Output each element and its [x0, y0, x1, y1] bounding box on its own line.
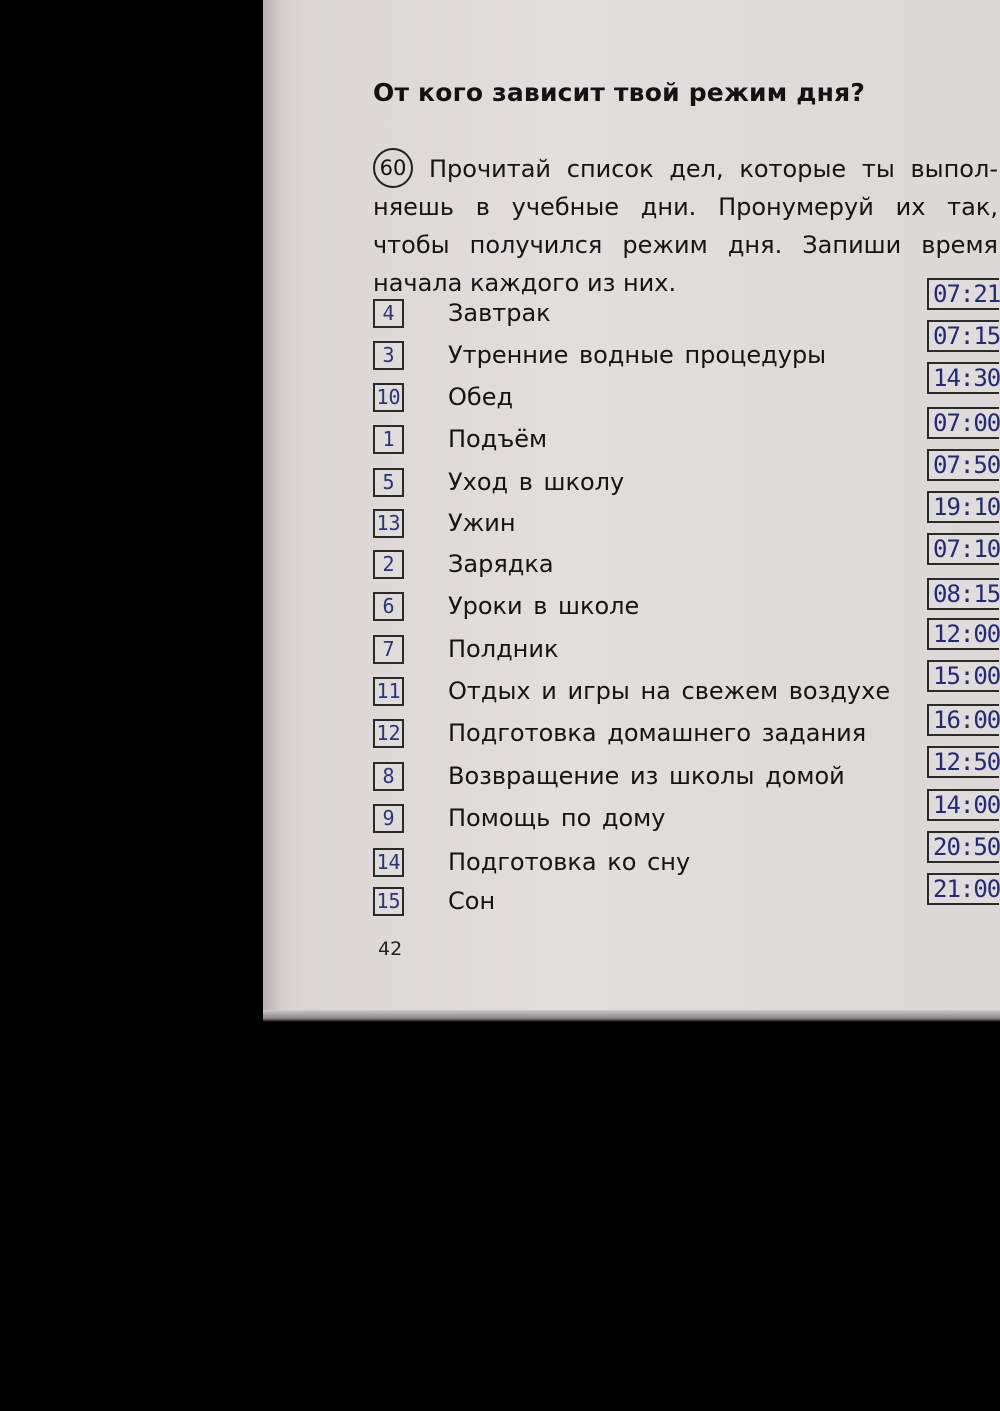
time-box[interactable]: 07:21 [927, 278, 999, 310]
time-box[interactable]: 19:10 [927, 491, 999, 523]
activity-label: Полдник [448, 635, 559, 663]
activity-label: Завтрак [448, 299, 551, 327]
order-number-box[interactable]: 10 [373, 383, 404, 412]
activity-label: Подготовка домашнего задания [448, 719, 867, 747]
order-number-box[interactable]: 15 [373, 887, 404, 916]
page-shadow-edge [263, 1010, 1000, 1022]
activity-label: Помощь по дому [448, 804, 666, 832]
activity-label: Возвращение из школы домой [448, 762, 845, 790]
schedule-item [373, 380, 514, 414]
order-number-box[interactable]: 9 [373, 804, 404, 833]
time-box[interactable]: 21:00 [927, 873, 999, 905]
activity-label: Ужин [448, 509, 516, 537]
activity-label: Уход в школу [448, 468, 625, 496]
time-box[interactable]: 07:15 [927, 320, 999, 352]
order-number-box[interactable]: 14 [373, 848, 404, 877]
time-box[interactable]: 07:00 [927, 407, 999, 439]
schedule-item [373, 632, 559, 666]
schedule-item [373, 884, 496, 918]
schedule-item [373, 716, 867, 750]
schedule-item [373, 589, 640, 623]
page-heading: От кого зависит твой режим дня? [373, 78, 866, 107]
activity-label: Уроки в школе [448, 592, 640, 620]
order-number-box[interactable]: 11 [373, 677, 404, 706]
schedule-item [373, 759, 845, 793]
schedule-item [373, 506, 516, 540]
schedule-item [373, 674, 891, 708]
instruction-line: чтобы получился режим дня. Запиши время [373, 231, 998, 259]
workbook-page [263, 0, 1000, 1020]
schedule-item [373, 547, 554, 581]
order-number-box[interactable]: 12 [373, 719, 404, 748]
instruction-line: начала каждого из них. [373, 269, 677, 297]
order-number-box[interactable]: 7 [373, 635, 404, 664]
activity-label: Сон [448, 887, 496, 915]
activity-label: Отдых и игры на свежем воздухе [448, 677, 891, 705]
order-number-box[interactable]: 4 [373, 299, 404, 328]
schedule-item [373, 845, 691, 879]
time-box[interactable]: 07:50 [927, 449, 999, 481]
time-box[interactable]: 12:50 [927, 746, 999, 778]
schedule-item [373, 338, 827, 372]
time-box[interactable]: 15:00 [927, 660, 999, 692]
task-instructions [373, 150, 998, 302]
instruction-line: Прочитай список дел, которые ты выпол- [429, 155, 998, 183]
order-number-box[interactable]: 6 [373, 592, 404, 621]
order-number-box[interactable]: 13 [373, 509, 404, 538]
activity-label: Обед [448, 383, 514, 411]
schedule-item [373, 465, 625, 499]
order-number-box[interactable]: 8 [373, 762, 404, 791]
schedule-item [373, 296, 551, 330]
time-box[interactable]: 12:00 [927, 618, 999, 650]
activity-label: Подъём [448, 425, 548, 453]
task-number-circle: 60 [373, 148, 413, 188]
order-number-box[interactable]: 5 [373, 468, 404, 497]
time-box[interactable]: 08:15 [927, 578, 999, 610]
page-number: 42 [378, 938, 403, 960]
instruction-line: няешь в учебные дни. Пронумеруй их так, [373, 193, 998, 221]
time-box[interactable]: 20:50 [927, 831, 999, 863]
time-box[interactable]: 16:00 [927, 704, 999, 736]
activity-label: Утренние водные процедуры [448, 341, 827, 369]
order-number-box[interactable]: 3 [373, 341, 404, 370]
time-box[interactable]: 14:00 [927, 789, 999, 821]
schedule-item [373, 801, 666, 835]
time-box[interactable]: 07:10 [927, 533, 999, 565]
schedule-item [373, 422, 548, 456]
order-number-box[interactable]: 2 [373, 550, 404, 579]
order-number-box[interactable]: 1 [373, 425, 404, 454]
time-box[interactable]: 14:30 [927, 362, 999, 394]
activity-label: Зарядка [448, 550, 554, 578]
activity-label: Подготовка ко сну [448, 848, 691, 876]
